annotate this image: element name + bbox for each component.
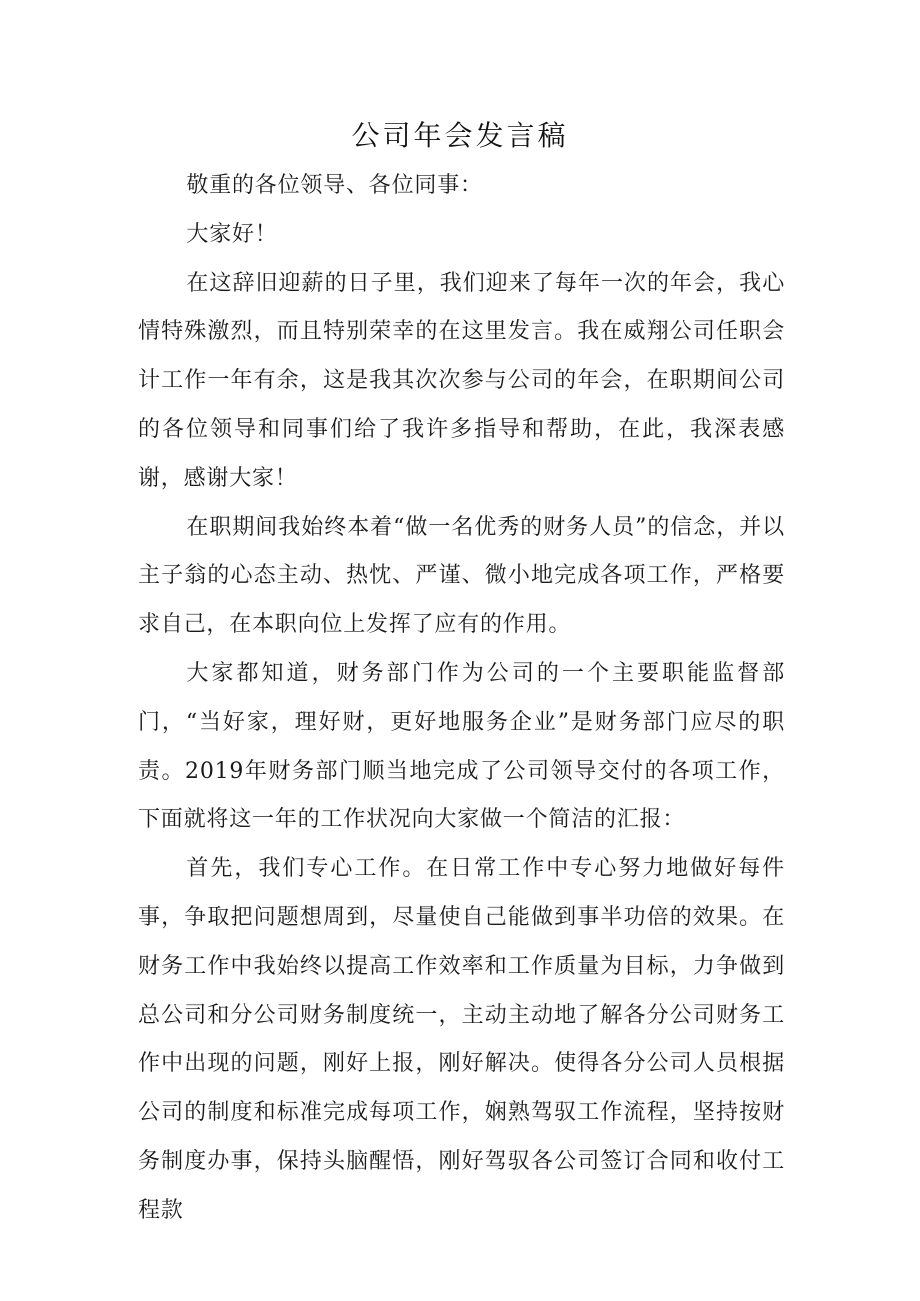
salutation-line: 敬重的各位领导、各位同事： xyxy=(186,173,483,198)
document-title: 公司年会发言稿 xyxy=(351,119,569,152)
paragraph-first-point: 首先，我们专心工作。在日常工作中专心努力地做好每件事，争取把问题想周到，尽量使自己能做到事半功倍的效果。在财务工作中我始终以提高工作效率和工作质量为目标，力争做到总公司和分公司财务制度统一，主动主动地了解各分公司财务工作中出现的问题，刚好上报，刚好解决。使得各分公司人员根据公司的制度和标准完成每项工作，娴熟驾驭工作流程，坚持按财务制度办事，保持头脑醒悟，刚好驾驭各公司签订合同和收付工程款 xyxy=(138,856,785,1223)
paragraph-belief: 在职期间我始终本着“做一名优秀的财务人员”的信念，并以主子翁的心态主动、热忱、严谨、微小地完成各项工作，严格要求自己，在本职向位上发挥了应有的作用。 xyxy=(138,514,785,638)
paragraph-intro: 在这辞旧迎薪的日子里，我们迎来了每年一次的年会，我心情特殊激烈，而且特别荣幸的在这里发言。我在威翔公司任职会计工作一年有余，这是我其次次参与公司的年会，在职期间公司的各位领导和同事们给了我许多指导和帮助，在此，我深表感谢，感谢大家！ xyxy=(138,270,785,491)
greeting-line: 大家好！ xyxy=(186,221,278,247)
paragraph-finance-role: 大家都知道，财务部门作为公司的一个主要职能监督部门，“当好家，理好财，更好地服务企业”是财务部门应尽的职责。2019年财务部门顺当地完成了公司领导交付的各项工作，下面就将这一年的工作状况向大家做一个简洁的汇报： xyxy=(138,660,785,833)
document-body xyxy=(138,162,785,1236)
